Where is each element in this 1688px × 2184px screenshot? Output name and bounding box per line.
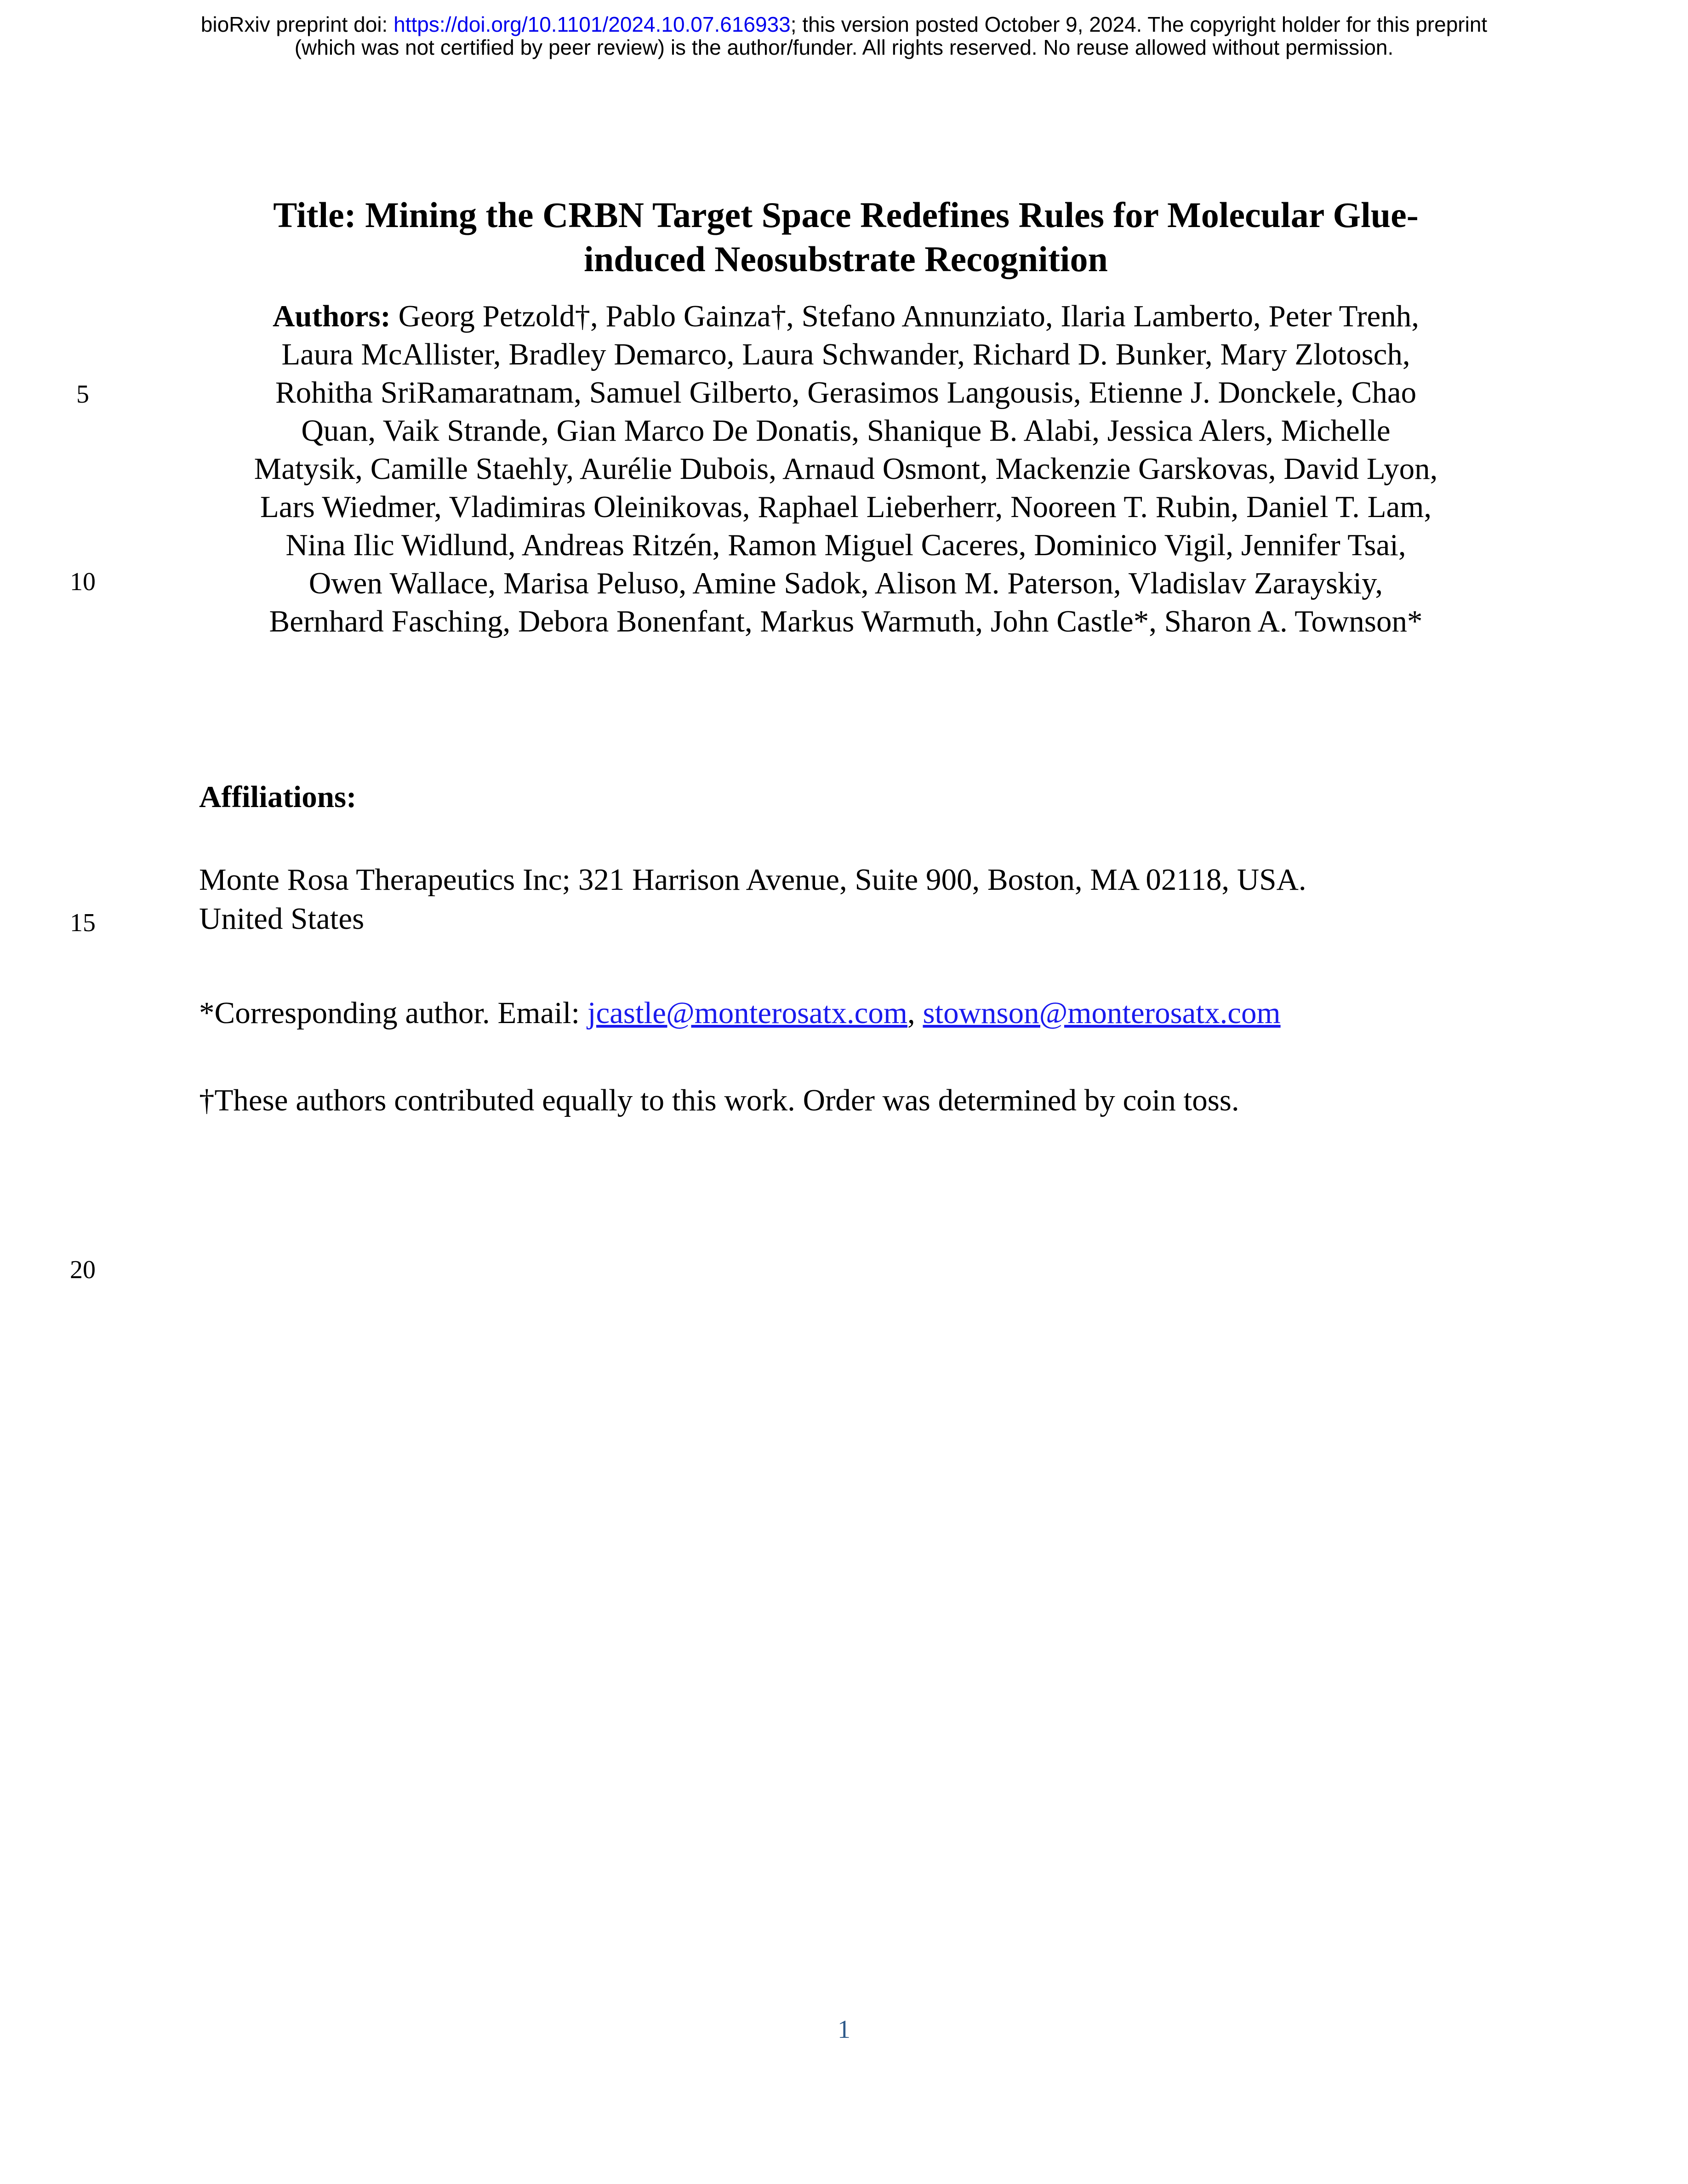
header-line-1 [0, 13, 1688, 36]
affiliations-heading: Affiliations: [199, 780, 357, 814]
equal-contribution-note: †These authors contributed equally to this work. Order was determined by coin toss. [199, 1083, 1239, 1117]
author-line: Rohitha SriRamaratnam, Samuel Gilberto, Gerasimos Langousis, Etienne J. Donckele, Chao [275, 375, 1417, 410]
header-prefix: bioRxiv preprint doi: [200, 12, 394, 36]
title-line-2: induced Neosubstrate Recognition [584, 239, 1108, 279]
corresponding-author [199, 994, 1532, 1033]
affiliation-address [199, 860, 1532, 938]
address-line-1: Monte Rosa Therapeutics Inc; 321 Harrison Avenue, Suite 900, Boston, MA 02118, USA. [199, 863, 1306, 897]
paper-title [202, 193, 1489, 281]
author-line: Owen Wallace, Marisa Peluso, Amine Sadok, Alison M. Paterson, Vladislav Zarayskiy, [308, 566, 1383, 600]
author-line: Lars Wiedmer, Vladimiras Oleinikovas, Raphael Lieberherr, Nooreen T. Rubin, Daniel T. Lam, [260, 490, 1432, 524]
email-link-townson[interactable]: stownson@monterosatx.com [923, 996, 1281, 1030]
header-suffix: ; this version posted October 9, 2024. The copyright holder for this preprint [790, 12, 1488, 36]
page-number: 1 [838, 2015, 850, 2044]
author-line: Quan, Vaik Strande, Gian Marco De Donatis, Shanique B. Alabi, Jessica Alers, Michelle [301, 414, 1391, 448]
line-number: 20 [70, 1256, 96, 1284]
author-line: Bernhard Fasching, Debora Bonenfant, Markus Warmuth, John Castle*, Sharon A. Townson* [269, 604, 1423, 638]
email-separator: , [907, 996, 923, 1030]
author-line: Nina Ilic Widlund, Andreas Ritzén, Ramon Miguel Caceres, Dominico Vigil, Jennifer Tsai, [285, 528, 1406, 562]
preprint-header [0, 13, 1688, 59]
author-line: Laura McAllister, Bradley Demarco, Laura Schwander, Richard D. Bunker, Mary Zlotosch, [281, 337, 1410, 371]
line-number: 5 [76, 380, 89, 409]
authors-label: Authors: [272, 299, 391, 333]
author-line: Authors: Georg Petzold†, Pablo Gainza†, Stefano Annunziato, Ilaria Lamberto, Peter Trenh, [272, 299, 1420, 333]
header-line-2: (which was not certified by peer review) is the author/funder. All rights reserved. No reuse allowed without permission. [294, 35, 1394, 59]
email-link-castle[interactable]: jcastle@monterosatx.com [587, 996, 907, 1030]
line-number: 10 [70, 568, 96, 596]
line-number: 15 [70, 909, 96, 937]
corresponding-prefix: *Corresponding author. Email: [199, 996, 587, 1030]
address-line-2: United States [199, 902, 365, 936]
title-line-1: Title: Mining the CRBN Target Space Redefines Rules for Molecular Glue- [273, 195, 1419, 235]
author-line: Matysik, Camille Staehly, Aurélie Dubois, Arnaud Osmont, Mackenzie Garskovas, David Lyon, [254, 452, 1438, 486]
author-list [193, 297, 1499, 641]
doi-link[interactable]: https://doi.org/10.1101/2024.10.07.616933 [393, 12, 791, 36]
